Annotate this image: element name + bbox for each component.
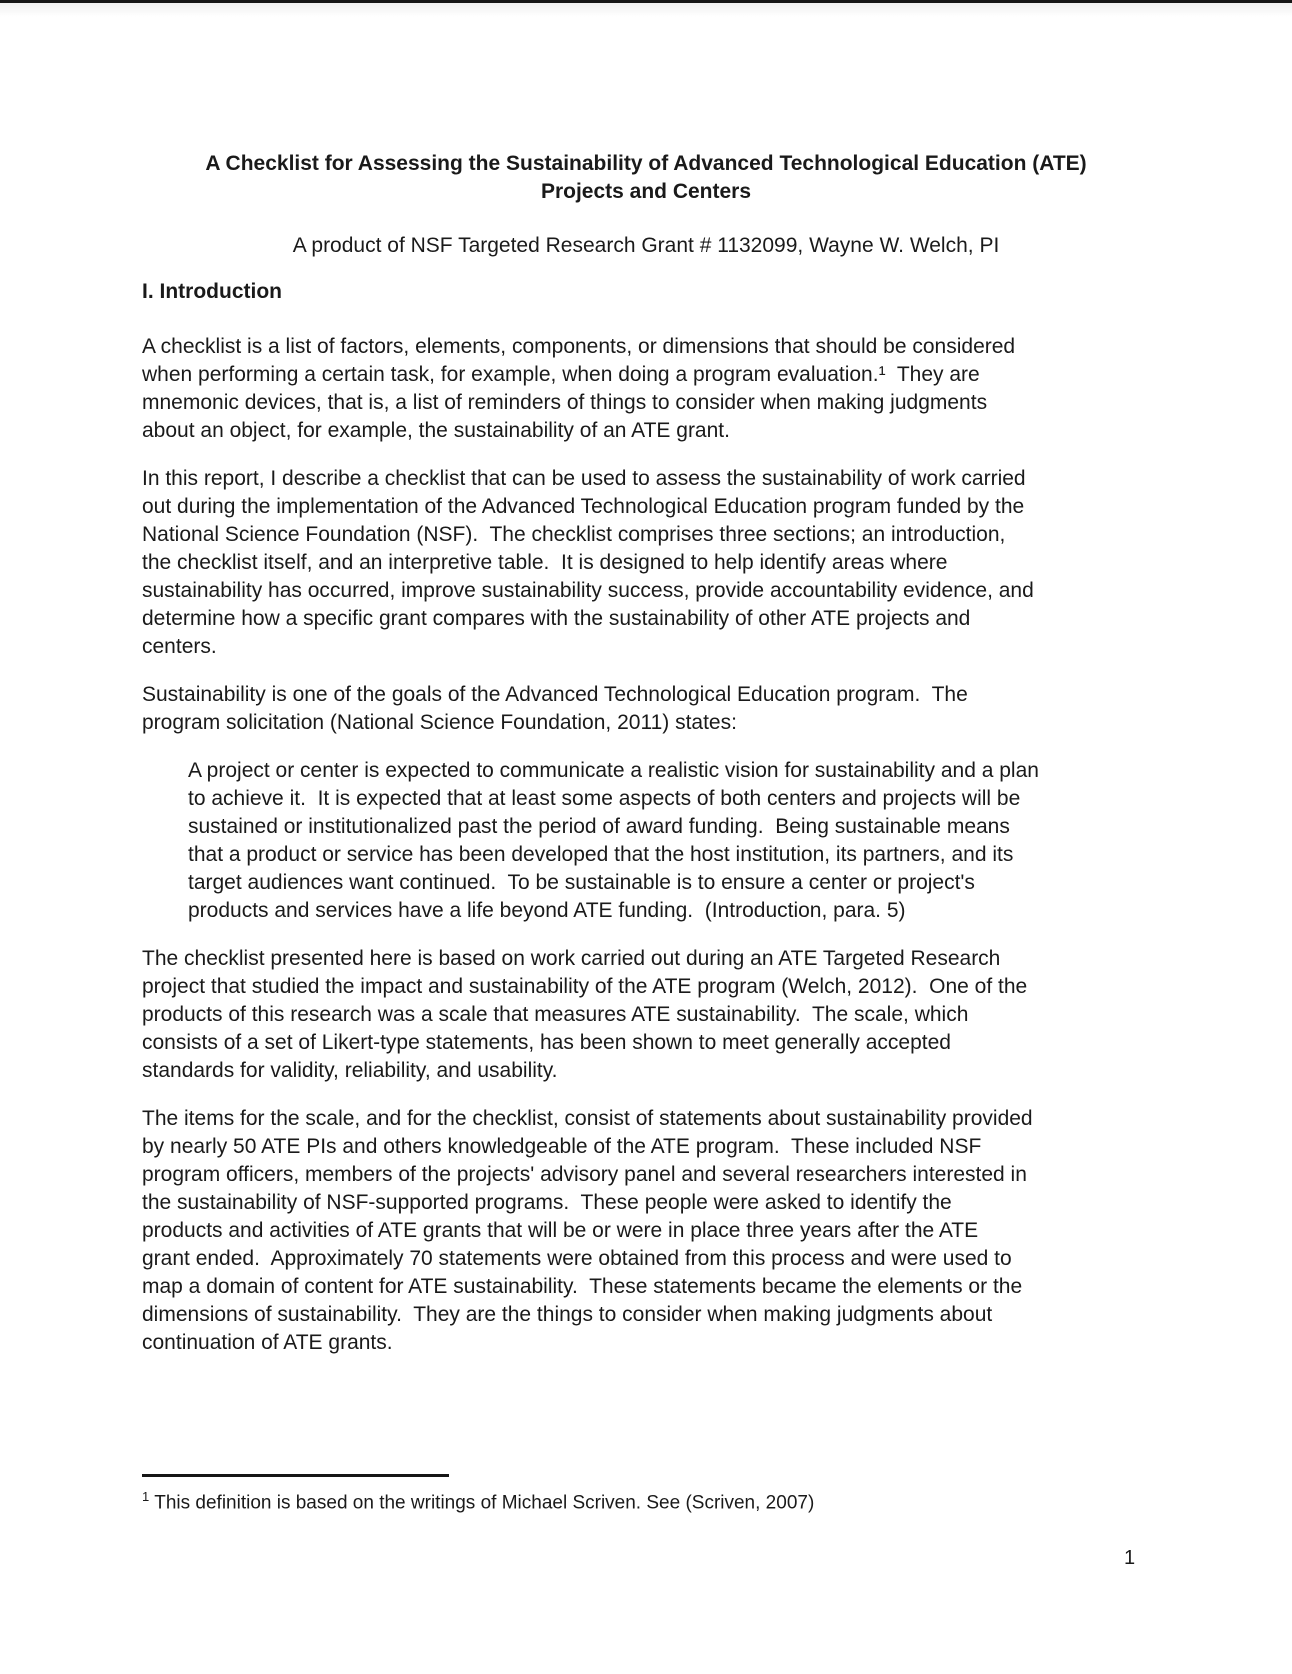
- block-quote-nsf-solicitation: A project or center is expected to communicate a realistic vision for sustainability and a plan to achieve it. It is expected that at least some aspects of both centers and projects will be sustained or institutionalized past the period of award funding. Being sustainable means that a product or service has been developed that the host institution, its partners, and its target audiences want continued. To be sustainable is to ensure a center or project's products and services have a life beyond ATE funding. (Introduction, para. 5): [188, 759, 1039, 922]
- page-number: 1: [1124, 1547, 1136, 1569]
- document-content: [142, 150, 1202, 1377]
- paragraph-report-description: In this report, I describe a checklist that can be used to assess the sustainability of work carried out during the implementation of the Advanced Technological Education program funded by the National Science Foundation (NSF). The checklist comprises three sections; an introduction, the checklist itself, and an interpretive table. It is designed to help identify areas where sustainability has occurred, improve sustainability success, provide accountability evidence, and determine how a specific grant compares with the sustainability of other ATE projects and centers.: [142, 467, 1034, 658]
- byline: A product of NSF Targeted Research Grant # 1132099, Wayne W. Welch, PI: [292, 234, 1000, 257]
- footnote-text: This definition is based on the writings of Michael Scriven. See (Scriven, 2007): [154, 1492, 815, 1514]
- scan-top-shadow: [0, 3, 1292, 17]
- footnote: [142, 1484, 1202, 1516]
- paragraph-checklist-definition: A checklist is a list of factors, elements, components, or dimensions that should be considered when performing a certain task, for example, when doing a program evaluation.¹ They are mnemonic devices, that is, a list of reminders of things to consider when making judgments about an object, for example, the sustainability of an ATE grant.: [142, 335, 1016, 442]
- document-title: A Checklist for Assessing the Sustainability of Advanced Technological Education (ATE) Projects and Centers: [205, 152, 1087, 203]
- footnote-separator-rule: [142, 1474, 449, 1477]
- footnote-marker: 1: [142, 1489, 150, 1504]
- footnote-area: [142, 1474, 1202, 1516]
- paragraph-checklist-basis: The checklist presented here is based on work carried out during an ATE Targeted Research project that studied the impact and sustainability of the ATE program (Welch, 2012). One of the products of this research was a scale that measures ATE sustainability. The scale, which consists of a set of Likert-type statements, has been shown to meet generally accepted standards for validity, reliability, and usability.: [142, 947, 1028, 1082]
- paragraph-sustainability-goal: Sustainability is one of the goals of the Advanced Technological Education program. The program solicitation (National Science Foundation, 2011) states:: [142, 683, 968, 734]
- paragraph-scale-items: The items for the scale, and for the checklist, consist of statements about sustainability provided by nearly 50 ATE PIs and others knowledgeable of the ATE program. These included NSF program officers, members of the projects' advisory panel and several researchers interested in the sustainability of NSF-supported programs. These people were asked to identify the products and activities of ATE grants that will be or were in place three years after the ATE grant ended. Approximately 70 statements were obtained from this process and were used to map a domain of content for ATE sustainability. These statements became the elements or the dimensions of sustainability. They are the things to consider when making judgments about continuation of ATE grants.: [142, 1107, 1033, 1354]
- section-heading-introduction: I. Introduction: [142, 280, 282, 303]
